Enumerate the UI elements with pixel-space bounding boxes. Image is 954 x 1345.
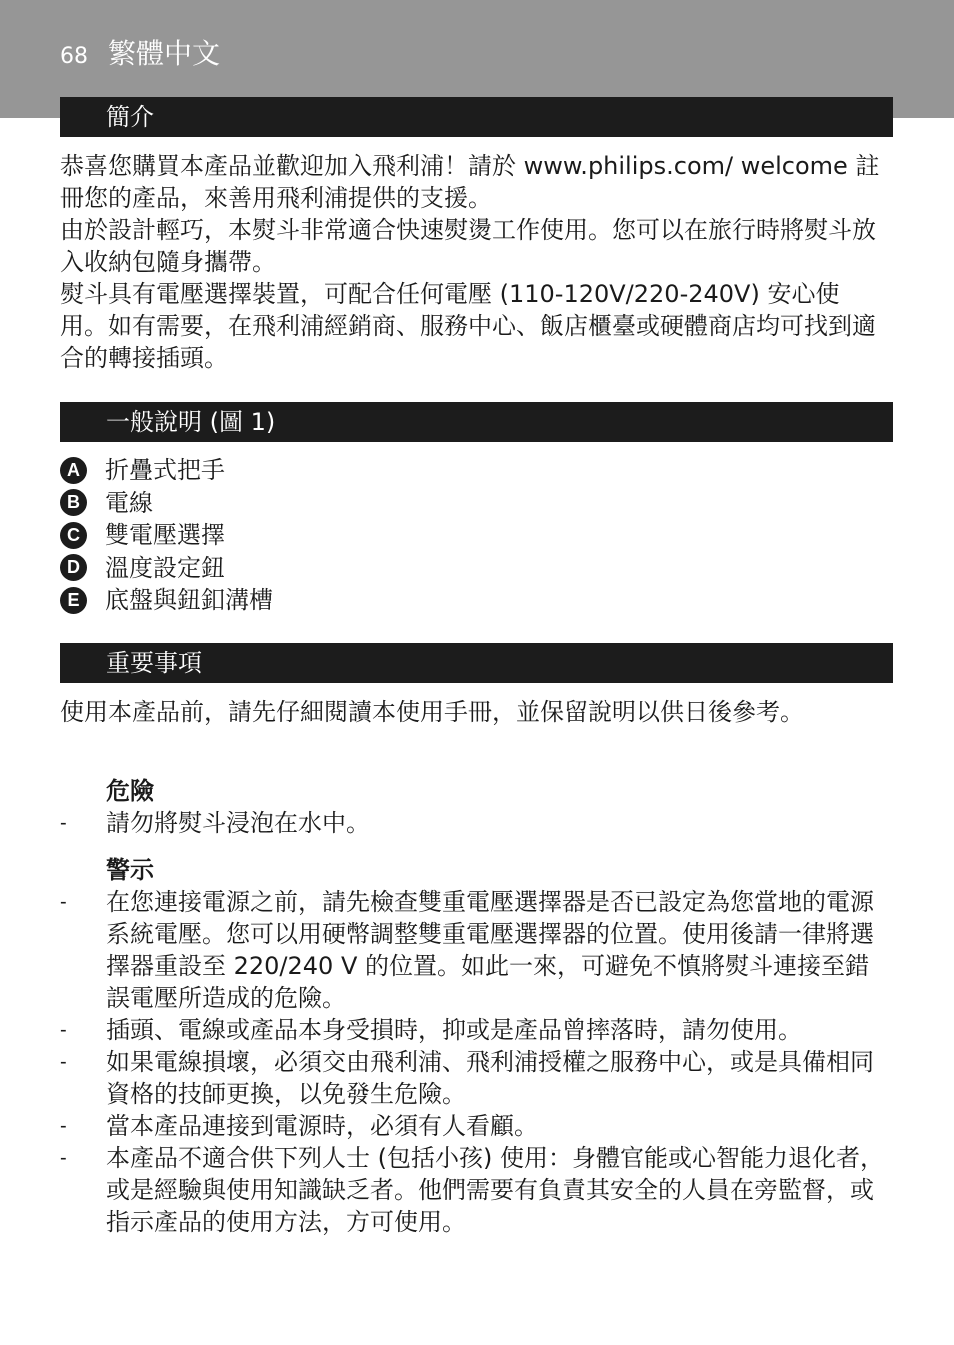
list-item: [60, 1142, 890, 1238]
intro-body: [60, 150, 880, 374]
legend-item: [60, 454, 860, 487]
intro-paragraph: 由於設計輕巧，本熨斗非常適合快速熨燙工作使用。您可以在旅行時將熨斗放入收納包隨身攜帶。: [60, 216, 876, 276]
legend-label: 電線: [105, 488, 153, 517]
important-intro: [60, 696, 880, 728]
legend-label: 底盤與鈕釦溝槽: [105, 586, 273, 615]
legend-item: [60, 552, 860, 585]
list-item: [60, 1046, 890, 1110]
section-heading-intro: 簡介: [60, 97, 893, 137]
bullet-dash: -: [60, 891, 67, 913]
warning-list: [60, 886, 890, 1238]
list-item: [60, 807, 890, 839]
list-item: [60, 886, 890, 1014]
intro-paragraph: 恭喜您購買本產品並歡迎加入飛利浦！請於 www.philips.com/ welcome 註冊您的產品，來善用飛利浦提供的支援。: [60, 152, 880, 212]
bullet-text: 如果電線損壞，必須交由飛利浦、飛利浦授權之服務中心，或是具備相同資格的技師更換，以免發生危險。: [106, 1048, 874, 1108]
legend-label: 溫度設定鈕: [105, 553, 225, 582]
legend-item: [60, 519, 860, 552]
warning-heading: 警示: [106, 856, 154, 884]
bullet-dash: -: [60, 1051, 67, 1073]
parts-legend: [60, 454, 860, 617]
letter-d-badge: D: [60, 554, 87, 581]
intro-paragraph: 熨斗具有電壓選擇裝置，可配合任何電壓 (110-120V/220-240V) 安心使用。如有需要，在飛利浦經銷商、服務中心、飯店櫃臺或硬體商店均可找到適合的轉接插頭。: [60, 280, 876, 372]
language-title: 繁體中文: [108, 37, 221, 70]
legend-label: 折疊式把手: [105, 456, 225, 485]
bullet-text: 插頭、電線或產品本身受損時，抑或是產品曾摔落時，請勿使用。: [106, 1016, 802, 1044]
page-number: 68: [60, 44, 88, 69]
bullet-dash: -: [60, 1115, 67, 1137]
danger-heading: 危險: [106, 777, 154, 805]
bullet-text: 在您連接電源之前，請先檢查雙重電壓選擇器是否已設定為您當地的電源系統電壓。您可以用硬幣調整雙重電壓選擇器的位置。使用後請一律將選擇器重設至 220/240 V 的位置。如此一來，可避免不慎將熨斗連接至錯誤電壓所造成的危險。: [106, 888, 874, 1012]
letter-a-badge: A: [60, 457, 87, 484]
list-item: [60, 1110, 890, 1142]
page-header: [60, 34, 220, 77]
letter-c-badge: C: [60, 522, 87, 549]
section-heading-important: 重要事項: [60, 643, 893, 683]
legend-item: [60, 584, 860, 617]
bullet-dash: -: [60, 1019, 67, 1041]
letter-e-badge: E: [60, 587, 87, 614]
legend-label: 雙電壓選擇: [105, 521, 225, 550]
letter-b-badge: B: [60, 489, 87, 516]
important-intro-text: 使用本產品前，請先仔細閱讀本使用手冊，並保留說明以供日後參考。: [60, 698, 804, 726]
bullet-text: 本產品不適合供下列人士 (包括小孩) 使用：身體官能或心智能力退化者，或是經驗與使用知識缺乏者。他們需要有負責其安全的人員在旁監督，或指示產品的使用方法，方可使用。: [106, 1144, 884, 1236]
bullet-text: 當本產品連接到電源時，必須有人看顧。: [106, 1112, 538, 1140]
section-heading-general: 一般說明 (圖 1): [60, 402, 893, 442]
bullet-dash: -: [60, 1147, 67, 1169]
danger-list: [60, 807, 890, 839]
bullet-text: 請勿將熨斗浸泡在水中。: [106, 809, 370, 837]
legend-item: [60, 487, 860, 520]
bullet-dash: -: [60, 812, 67, 834]
list-item: [60, 1014, 890, 1046]
